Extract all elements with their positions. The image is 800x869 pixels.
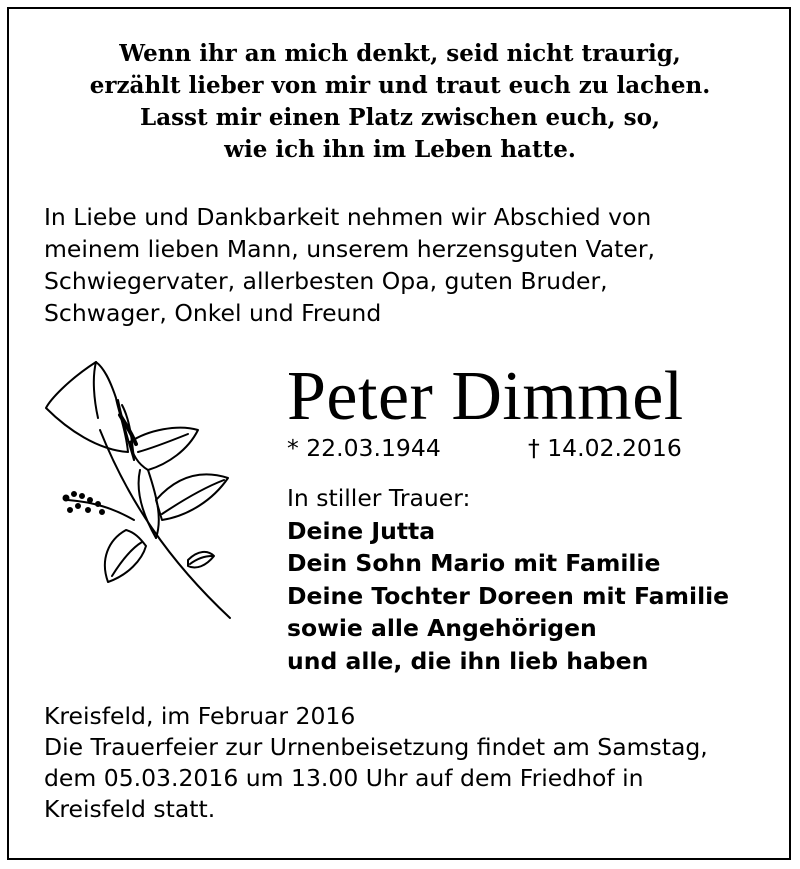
mourner-name: Deine Tochter Doreen mit Familie [287, 581, 730, 610]
calla-lily-icon [38, 360, 248, 625]
birth-date: * 22.03.1944 [287, 434, 441, 462]
mourner-name: und alle, die ihn lieb haben [287, 646, 649, 675]
poem-line: Wenn ihr an mich denkt, seid nicht traurig, [119, 40, 681, 67]
footer-line: Kreisfeld statt. [44, 795, 216, 823]
footer-line: Die Trauerfeier zur Urnenbeisetzung findet am Samstag, [44, 733, 708, 761]
poem-line: erzählt lieber von mir und traut euch zu lachen. [89, 72, 711, 99]
poem-line: wie ich ihn im Leben hatte. [224, 136, 576, 163]
intro-line: Schwager, Onkel und Freund [44, 299, 382, 327]
mourners-heading: In stiller Trauer: [287, 484, 471, 512]
intro-text [44, 201, 655, 329]
footer-line: dem 05.03.2016 um 13.00 Uhr auf dem Friedhof in [44, 764, 644, 792]
intro-line: In Liebe und Dankbarkeit nehmen wir Abschied von [44, 203, 652, 231]
intro-line: Schwiegervater, allerbesten Opa, guten Bruder, [44, 267, 608, 295]
mourner-name: Deine Jutta [287, 516, 436, 545]
mourners-block [287, 482, 729, 677]
poem-line: Lasst mir einen Platz zwischen euch, so, [140, 104, 660, 131]
footer-text [44, 701, 708, 825]
poem [0, 38, 800, 166]
death-date: † 14.02.2016 [528, 434, 682, 462]
mourner-name: sowie alle Angehörigen [287, 614, 597, 642]
mourner-name: Dein Sohn Mario mit Familie [287, 549, 661, 577]
footer-line: Kreisfeld, im Februar 2016 [44, 702, 356, 730]
deceased-name: Peter Dimmel [287, 358, 684, 435]
intro-line: meinem lieben Mann, unserem herzensguten Vater, [44, 235, 655, 263]
